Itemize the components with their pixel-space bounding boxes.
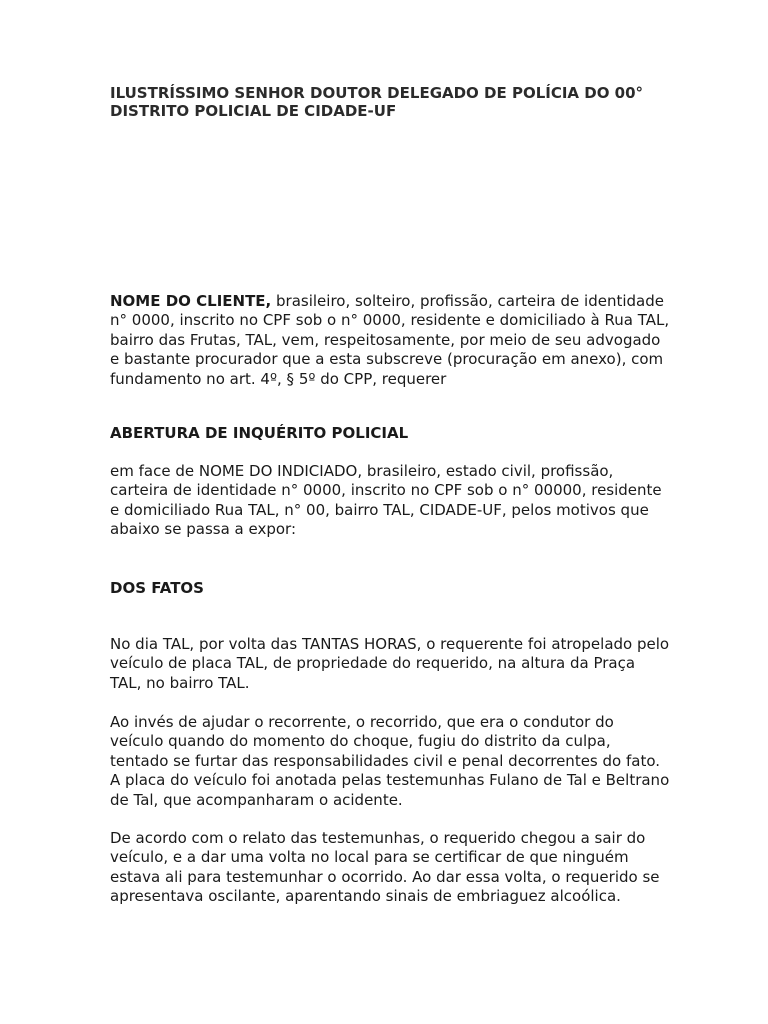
facts-paragraph: Ao invés de ajudar o recorrente, o recorrido, que era o condutor do veículo quando do momento do choque, fugiu do distrito da culpa, tentado se furtar das responsabilidades civil e penal decorrentes do fato. A placa do veículo foi anotada pelas testemunhas Fulano de Tal e Beltrano de Tal, que acompanharam o acidente. <box>110 713 670 809</box>
facts-heading: DOS FATOS <box>110 579 204 597</box>
intro-text: brasileiro, solteiro, profissão, carteira de identidade n° 0000, inscrito no CPF sob o n° 0000, residente e domiciliado à Rua TAL, bairro das Frutas, TAL, vem, respeitosamente, por meio de seu advogado e bastante procurador que a esta subscreve (procuração em anexo), com fundamento no art. 4º, § 5º do CPP, requerer <box>110 292 670 388</box>
client-name: NOME DO CLIENTE, <box>110 292 272 310</box>
document-title: ILUSTRÍSSIMO SENHOR DOUTOR DELEGADO DE POLÍCIA DO 00° DISTRITO POLICIAL DE CIDADE-UF <box>110 84 644 120</box>
facts-paragraph: No dia TAL, por volta das TANTAS HORAS, o requerente foi atropelado pelo veículo de placa TAL, de propriedade do requerido, na altura da Praça TAL, no bairro TAL. <box>110 635 670 692</box>
facts-paragraph: De acordo com o relato das testemunhas, o requerido chegou a sair do veículo, e a dar uma volta no local para se certificar de que ninguém estava ali para testemunhar o ocorrido. Ao dar essa volta, o requerido se apresentava oscilante, aparentando sinais de embriaguez alcoólica. <box>110 829 660 906</box>
intro-paragraph <box>110 292 670 389</box>
request-heading: ABERTURA DE INQUÉRITO POLICIAL <box>110 424 409 442</box>
accused-paragraph: em face de NOME DO INDICIADO, brasileiro, estado civil, profissão, carteira de identidade n° 0000, inscrito no CPF sob o n° 00000, residente e domiciliado Rua TAL, n° 00, bairro TAL, CIDADE-UF, pelos motivos que abaixo se passa a expor: <box>110 462 662 539</box>
